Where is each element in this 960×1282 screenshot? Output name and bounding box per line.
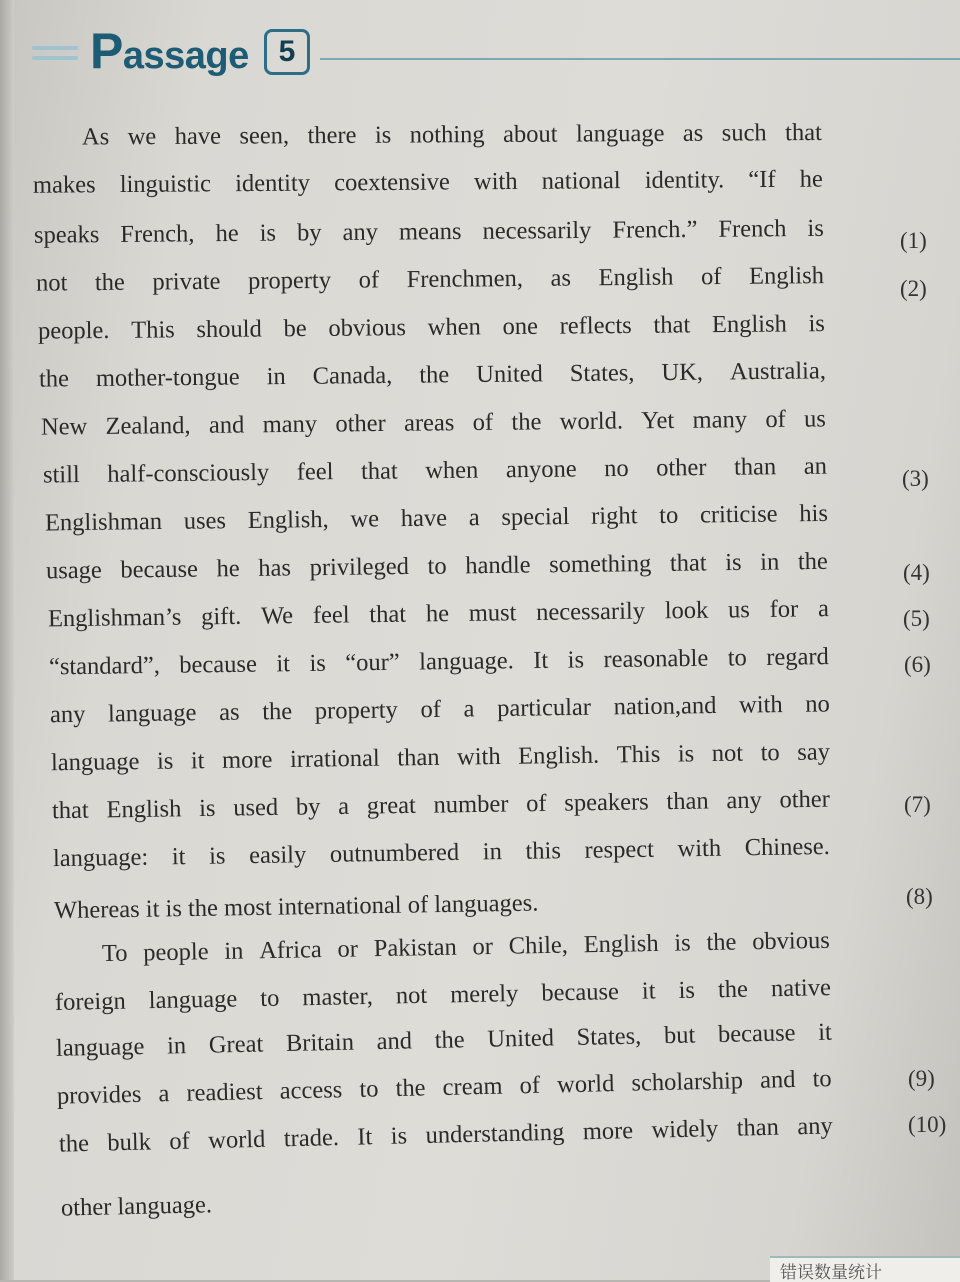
- text-line: [0, 350, 960, 400]
- word: is: [567, 646, 585, 674]
- word: of: [472, 408, 494, 437]
- word: that: [369, 600, 407, 629]
- word: “If: [748, 165, 776, 194]
- word: States,: [576, 1022, 642, 1051]
- word: is: [807, 214, 824, 242]
- word: national: [541, 167, 621, 195]
- word: As: [81, 123, 110, 151]
- word: bulk: [107, 1128, 152, 1157]
- word: makes: [32, 171, 96, 199]
- word: is: [309, 649, 326, 677]
- word: Great: [208, 1030, 264, 1059]
- word: privileged: [309, 553, 410, 582]
- word: the: [419, 361, 450, 389]
- word: Frenchmen,: [406, 264, 524, 294]
- margin-mark: (4): [903, 560, 930, 585]
- word: master,: [302, 982, 374, 1012]
- word: not: [395, 981, 428, 1010]
- word: but: [663, 1021, 696, 1050]
- word: is: [674, 929, 691, 957]
- text-line: [0, 398, 960, 448]
- word: has: [258, 554, 292, 582]
- word: Canada,: [312, 361, 393, 390]
- margin-mark: (7): [904, 792, 931, 817]
- text-line: [0, 255, 960, 304]
- word: half-consciously: [107, 458, 270, 488]
- word: reflects: [559, 311, 632, 340]
- word: seen,: [239, 122, 290, 150]
- word: used: [233, 793, 279, 822]
- word: speakers: [564, 788, 649, 817]
- word: the: [395, 1074, 426, 1103]
- passage-title-rest: assage: [122, 35, 249, 77]
- word: understanding: [425, 1118, 565, 1149]
- text-line-content: [46, 548, 828, 592]
- word: It: [533, 646, 549, 675]
- word: coextensive: [334, 168, 450, 197]
- word: English: [583, 929, 659, 959]
- word: Britain: [285, 1028, 355, 1058]
- word: handle: [465, 551, 531, 580]
- word: language: [575, 119, 665, 148]
- word: provides: [56, 1080, 142, 1110]
- word: irrational: [289, 744, 380, 773]
- word: special: [501, 503, 570, 531]
- word: English: [106, 795, 182, 824]
- header-decoration: [32, 46, 78, 68]
- word: number: [433, 790, 509, 819]
- text-line: [0, 587, 960, 640]
- word: New: [40, 413, 88, 441]
- passage-header: [28, 22, 960, 82]
- word: widely: [651, 1115, 719, 1144]
- word: that: [360, 457, 398, 485]
- margin-mark: (6): [904, 652, 931, 677]
- word: it: [171, 843, 186, 871]
- text-line-content: [33, 166, 823, 206]
- word: identity.: [644, 166, 725, 194]
- text-line-content: [39, 357, 826, 399]
- word: about: [502, 120, 558, 148]
- word: It: [357, 1123, 373, 1151]
- word: is: [808, 310, 826, 338]
- word: of: [169, 1127, 191, 1156]
- word: to: [427, 552, 447, 580]
- word: reasonable: [603, 644, 709, 674]
- passage-title: [90, 22, 249, 80]
- text-line-content: other language.: [60, 1191, 213, 1222]
- word: This: [131, 316, 175, 344]
- word: We: [260, 602, 294, 630]
- word: any: [796, 1112, 833, 1141]
- text-line-content: [49, 643, 829, 687]
- word: than: [666, 787, 709, 816]
- word: in: [760, 548, 780, 576]
- text-line: [0, 492, 960, 544]
- word: States,: [569, 359, 635, 388]
- word: is: [390, 1122, 408, 1150]
- word: anyone: [505, 455, 577, 484]
- word: is: [725, 548, 742, 577]
- margin-mark: (3): [902, 466, 929, 491]
- word: one: [502, 312, 539, 341]
- word: property: [314, 696, 399, 725]
- word: we: [127, 123, 157, 151]
- word: native: [770, 974, 832, 1003]
- word: is: [374, 121, 392, 149]
- word: because: [541, 978, 620, 1007]
- word: not: [711, 739, 744, 768]
- text-line-content: [82, 119, 822, 158]
- word: merely: [449, 980, 519, 1009]
- word: nation,and: [613, 691, 717, 721]
- word: be: [283, 315, 307, 343]
- word: people: [143, 938, 209, 967]
- word: language:: [52, 843, 149, 873]
- word: means: [398, 217, 462, 246]
- word: is: [208, 842, 226, 870]
- word: the: [38, 365, 70, 393]
- word: than: [397, 743, 440, 772]
- text-line-content: [51, 738, 830, 783]
- word: than: [736, 1113, 780, 1142]
- word: Yet: [641, 406, 675, 435]
- word: it: [641, 977, 656, 1005]
- word: UK,: [661, 358, 704, 387]
- word: Englishman’s: [47, 603, 182, 633]
- word: is: [678, 976, 696, 1004]
- word: more: [582, 1117, 634, 1146]
- word: Pakistan: [373, 933, 457, 963]
- word: and: [376, 1027, 413, 1056]
- word: to: [727, 644, 747, 672]
- word: with: [738, 691, 783, 719]
- word: as: [682, 119, 704, 147]
- word: us: [803, 405, 827, 433]
- header-rule: [320, 58, 960, 60]
- word: world: [207, 1125, 266, 1155]
- word: Chile,: [508, 931, 569, 960]
- word: English: [711, 310, 787, 339]
- word: and: [759, 1065, 796, 1094]
- text-line: [0, 778, 960, 832]
- word: English: [748, 262, 825, 290]
- word: say: [797, 738, 831, 766]
- word: scholarship: [631, 1067, 744, 1097]
- word: such: [721, 119, 767, 147]
- word: the: [58, 1129, 90, 1158]
- text-line-content: [48, 595, 829, 639]
- text-line: [0, 303, 960, 352]
- word: when: [427, 313, 481, 341]
- word: linguistic: [119, 170, 212, 199]
- word: criticise: [699, 500, 778, 529]
- word: a: [817, 595, 830, 623]
- word: he: [425, 600, 450, 628]
- word: areas: [403, 409, 455, 437]
- word: it: [190, 747, 205, 775]
- text-line-content: [45, 500, 828, 544]
- word: is: [198, 794, 216, 823]
- word: readiest: [186, 1078, 263, 1107]
- text-line-content: [102, 927, 831, 974]
- word: other: [335, 409, 386, 438]
- passage-title-initial: P: [90, 23, 123, 79]
- margin-mark: (1): [900, 228, 927, 253]
- word: that: [51, 796, 89, 825]
- word: right: [591, 502, 638, 530]
- word: it: [817, 1018, 833, 1046]
- word: usage: [45, 556, 102, 585]
- passage-number-badge: 5: [264, 29, 310, 75]
- text-line: [0, 540, 960, 592]
- margin-mark: (8): [906, 884, 933, 909]
- word: Zealand,: [105, 412, 191, 440]
- margin-mark: (5): [903, 606, 930, 631]
- word: “our”: [345, 648, 400, 677]
- word: particular: [496, 693, 592, 723]
- word: or: [472, 932, 494, 961]
- word: any: [726, 786, 762, 815]
- word: language: [50, 748, 140, 777]
- word: the: [434, 1026, 465, 1054]
- word: is: [677, 740, 695, 768]
- word: look: [664, 596, 709, 625]
- word: Englishman: [44, 508, 163, 537]
- word: by: [295, 793, 321, 821]
- word: outnumbered: [329, 838, 460, 868]
- footer-label: 错误数量统计: [770, 1256, 960, 1282]
- word: something: [549, 550, 652, 579]
- word: to: [259, 984, 280, 1013]
- text-line-content: [34, 215, 824, 256]
- word: a: [463, 695, 475, 723]
- word: necessarily: [535, 597, 646, 626]
- word: speaks: [33, 221, 100, 249]
- word: other: [656, 453, 707, 482]
- word: any: [49, 700, 86, 729]
- text-line: [0, 158, 960, 206]
- word: not: [35, 269, 68, 297]
- word: that: [785, 118, 822, 147]
- word: regard: [766, 643, 830, 671]
- word: world: [556, 1070, 615, 1099]
- word: as: [218, 698, 240, 726]
- word: the: [717, 975, 749, 1004]
- word: feel: [296, 458, 334, 486]
- word: identity: [235, 169, 311, 198]
- word: with: [677, 834, 722, 863]
- word: foreign: [54, 987, 126, 1016]
- word: “standard”,: [48, 651, 161, 681]
- word: access: [279, 1076, 343, 1105]
- word: a: [468, 504, 480, 532]
- word: feel: [312, 601, 350, 629]
- word: in: [482, 838, 503, 866]
- word: that: [653, 311, 691, 339]
- word: other: [779, 785, 831, 814]
- word: still: [42, 461, 80, 489]
- word: easily: [248, 841, 307, 870]
- margin-mark: (2): [900, 276, 927, 301]
- word: obvious: [328, 314, 407, 342]
- word: in: [166, 1032, 187, 1060]
- text-line-content: [52, 786, 830, 832]
- word: Africa: [258, 936, 322, 965]
- word: the: [706, 928, 737, 957]
- word: to: [659, 501, 679, 529]
- text-line: [0, 445, 960, 496]
- word: there: [307, 121, 357, 150]
- text-line: [0, 1168, 960, 1230]
- word: because: [717, 1019, 796, 1048]
- word: the: [511, 408, 542, 436]
- word: of: [519, 1071, 541, 1100]
- word: French: [718, 215, 787, 243]
- word: we: [350, 505, 380, 533]
- text-line-content: Whereas it is the most international of languages.: [53, 889, 539, 925]
- word: of: [358, 266, 380, 294]
- word: this: [525, 837, 562, 865]
- word: is: [156, 747, 174, 775]
- word: English,: [247, 505, 329, 534]
- word: language: [148, 985, 238, 1015]
- word: language.: [419, 647, 514, 676]
- word: property: [247, 266, 332, 295]
- word: is: [259, 219, 277, 247]
- margin-mark: (10): [908, 1112, 947, 1137]
- word: no: [603, 454, 629, 483]
- word: Australia,: [729, 357, 827, 386]
- text-line-content: [38, 310, 825, 352]
- text-line: [0, 731, 960, 784]
- text-line: [0, 825, 960, 880]
- word: the: [94, 268, 125, 297]
- word: mother-tongue: [95, 363, 240, 392]
- word: he: [799, 165, 823, 193]
- word: have: [400, 504, 448, 533]
- text-line: [0, 112, 960, 158]
- margin-mark: (9): [908, 1066, 935, 1091]
- text-line: [0, 683, 960, 736]
- word: great: [366, 791, 416, 820]
- word: his: [799, 499, 829, 528]
- word: to: [760, 739, 780, 767]
- word: should: [196, 315, 262, 344]
- word: many: [692, 406, 748, 434]
- word: French.”: [612, 215, 698, 244]
- word: many: [262, 410, 318, 439]
- word: of: [765, 405, 786, 433]
- word: English.: [517, 741, 600, 770]
- word: trade.: [283, 1124, 340, 1153]
- word: by: [296, 219, 322, 247]
- word: no: [805, 690, 830, 718]
- word: as: [550, 264, 572, 292]
- word: the: [262, 697, 293, 726]
- text-line: [0, 635, 960, 688]
- word: language: [55, 1032, 145, 1062]
- word: for: [769, 595, 799, 623]
- word: of: [525, 789, 547, 818]
- word: English: [598, 263, 674, 292]
- word: have: [174, 122, 222, 150]
- word: Chinese.: [744, 832, 830, 862]
- text-line-content: [41, 405, 826, 447]
- word: obvious: [751, 926, 831, 956]
- word: and: [208, 411, 245, 439]
- word: cream: [442, 1072, 503, 1101]
- text-line-content: [50, 690, 830, 735]
- word: This: [616, 740, 661, 769]
- word: United: [476, 360, 543, 389]
- word: in: [224, 937, 244, 965]
- word: must: [468, 599, 517, 627]
- word: or: [337, 935, 359, 963]
- word: to: [812, 1065, 832, 1093]
- word: nothing: [409, 121, 485, 149]
- text-line: [0, 208, 960, 256]
- word: necessarily: [482, 216, 592, 245]
- word: more: [221, 746, 273, 774]
- word: any: [342, 218, 379, 247]
- text-line-content: [59, 1112, 834, 1164]
- word: than: [733, 453, 777, 481]
- word: us: [727, 596, 751, 624]
- word: when: [425, 456, 479, 485]
- word: the: [797, 547, 829, 576]
- word: a: [337, 792, 350, 820]
- word: uses: [183, 507, 227, 535]
- text-line-content: [36, 262, 824, 304]
- word: an: [803, 452, 828, 480]
- text-line-content: [43, 453, 827, 496]
- word: United: [487, 1024, 555, 1053]
- word: people.: [37, 316, 110, 345]
- word: with: [456, 743, 501, 771]
- word: to: [359, 1075, 379, 1103]
- word: because: [179, 650, 258, 679]
- word: that: [669, 549, 707, 577]
- word: private: [152, 267, 221, 296]
- word: gift.: [200, 602, 242, 631]
- word: he: [216, 555, 240, 583]
- word: because: [120, 555, 199, 584]
- text-line-content: [53, 833, 830, 879]
- word: of: [700, 263, 722, 291]
- word: he: [215, 219, 239, 248]
- word: world.: [559, 407, 624, 436]
- word: respect: [584, 835, 655, 864]
- word: in: [266, 363, 286, 391]
- word: To: [101, 939, 128, 968]
- word: a: [158, 1080, 170, 1108]
- word: French,: [120, 220, 195, 248]
- word: it: [276, 650, 291, 678]
- word: of: [420, 695, 442, 724]
- word: with: [473, 167, 518, 196]
- word: language: [107, 699, 197, 728]
